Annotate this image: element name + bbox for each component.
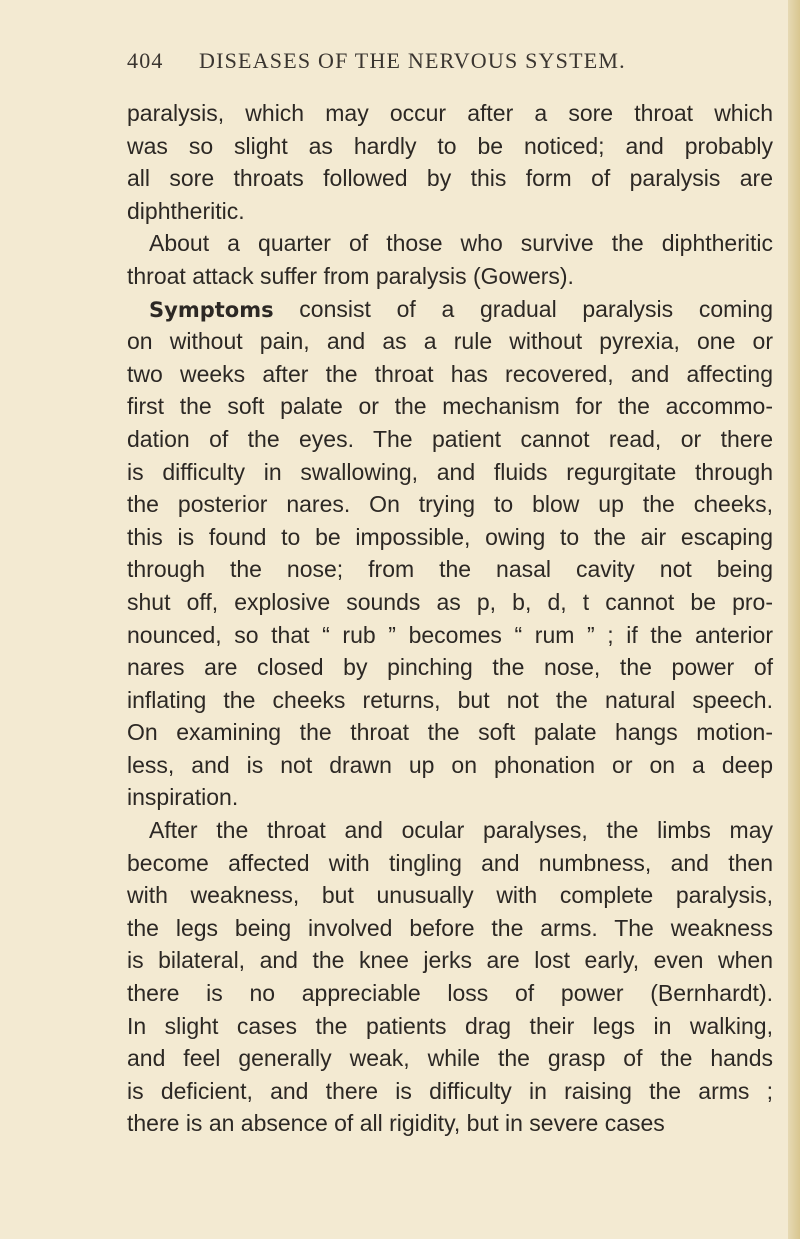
text-line: on without pain, and as a rule without pyrexia, one or xyxy=(127,328,773,355)
page-number: 404 xyxy=(127,48,164,73)
page-edge xyxy=(788,0,800,1239)
text-line: inspiration. xyxy=(127,784,239,811)
running-title: DISEASES OF THE NERVOUS SYSTEM. xyxy=(199,48,626,73)
text-line: there is no appreciable loss of power (Bernhardt). xyxy=(127,980,773,1007)
text-line: dation of the eyes. The patient cannot read, or there xyxy=(127,425,773,452)
text-line: is bilateral, and the knee jerks are lost early, even when xyxy=(127,947,773,974)
text-line: On examining the throat the soft palate hangs motion- xyxy=(127,719,773,746)
text-line: inflating the cheeks returns, but not the natural speech. xyxy=(127,686,773,713)
text-line: and feel generally weak, while the grasp of the hands xyxy=(127,1045,773,1072)
text-line: first the soft palate or the mechanism for the accommo- xyxy=(127,393,773,420)
text-line: paralysis, which may occur after a sore throat which xyxy=(127,100,773,126)
text-line: less, and is not drawn up on phonation or on a deep xyxy=(127,751,773,778)
text-line-rest: consist of a gradual paralysis coming xyxy=(273,295,773,322)
text-line: there is an absence of all rigidity, but in severe cases xyxy=(127,1110,665,1137)
running-header xyxy=(127,48,687,74)
text-line: After the throat and ocular paralyses, the limbs may xyxy=(149,817,773,844)
text-line: diphtheritic. xyxy=(127,197,245,224)
text-line: all sore throats followed by this form of paralysis are xyxy=(127,165,773,192)
text-line: is deficient, and there is difficulty in raising the arms ; xyxy=(127,1077,773,1104)
text-line: become affected with tingling and numbness, and then xyxy=(127,849,773,876)
text-line: nares are closed by pinching the nose, the power of xyxy=(127,654,773,681)
text-line: About a quarter of those who survive the diphtheritic xyxy=(149,230,773,257)
text-line: with weakness, but unusually with complete paralysis, xyxy=(127,882,773,909)
text-line: is difficulty in swallowing, and fluids regurgitate through xyxy=(127,458,773,485)
text-line: nounced, so that “ rub ” becomes “ rum ” ; if the anterior xyxy=(127,621,773,648)
text-line: this is found to be impossible, owing to the air escaping xyxy=(127,523,773,550)
text-line: shut off, explosive sounds as p, b, d, t cannot be pro- xyxy=(127,588,773,615)
text-line: through the nose; from the nasal cavity not being xyxy=(127,556,773,583)
text-line: was so slight as hardly to be noticed; and probably xyxy=(127,132,773,159)
text-line: the legs being involved before the arms. The weakness xyxy=(127,914,773,941)
text-line: the posterior nares. On trying to blow up the cheeks, xyxy=(127,491,773,518)
body-text xyxy=(127,97,773,1140)
text-line: throat attack suffer from paralysis (Gowers). xyxy=(127,262,574,289)
text-line xyxy=(127,293,773,326)
text-line: In slight cases the patients drag their legs in walking, xyxy=(127,1012,773,1039)
text-line: two weeks after the throat has recovered, and affecting xyxy=(127,360,773,387)
section-lead-symptoms: Symptoms xyxy=(149,297,274,322)
